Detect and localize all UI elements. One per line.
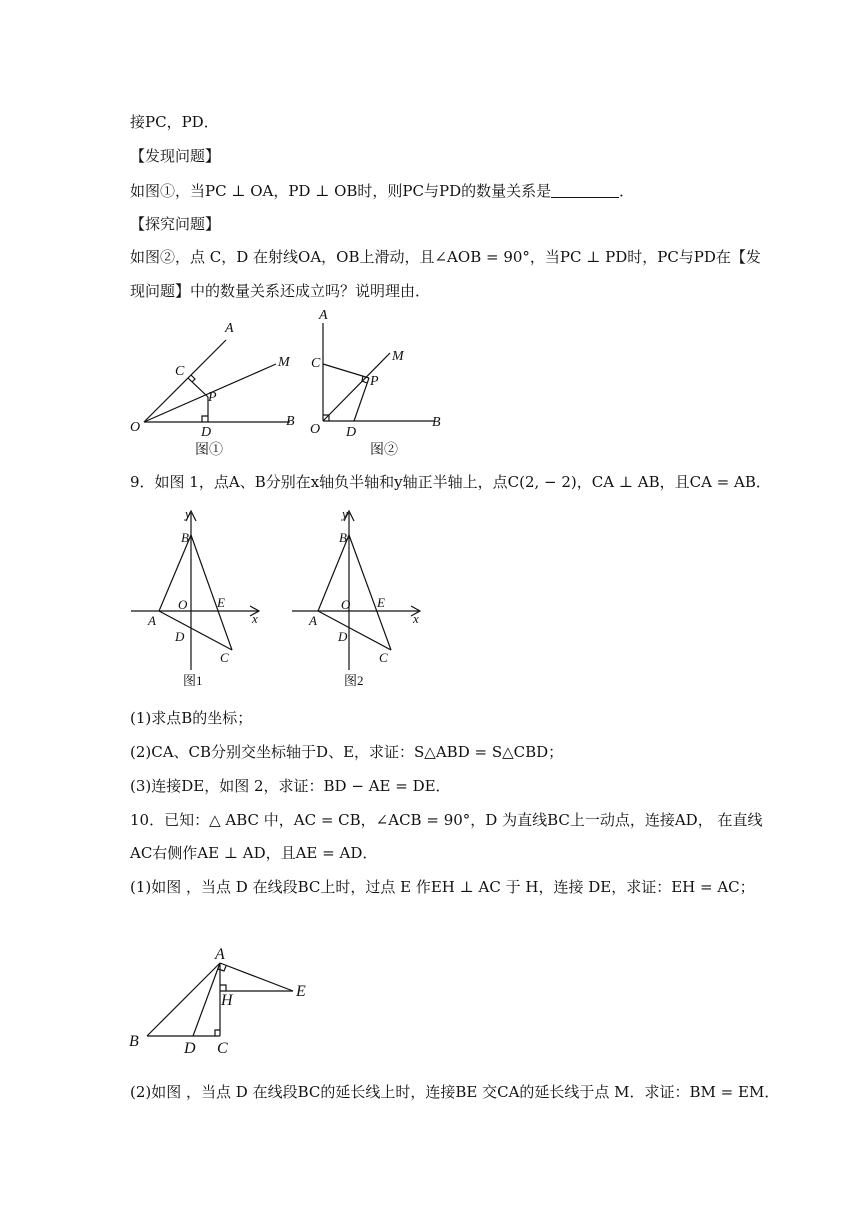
fig3-label-D: D xyxy=(175,629,185,644)
fig1-label-A: A xyxy=(225,321,234,336)
explore-text-2: 现问题】中的数量关系还成立吗？说明理由． xyxy=(130,282,431,300)
fig4-label-x: x xyxy=(413,611,419,626)
figure-4 xyxy=(289,505,429,690)
fig1-label-M: M xyxy=(278,355,290,370)
fig4-label-E: E xyxy=(377,595,385,610)
fig2-label-D: D xyxy=(346,425,357,440)
heading-find-problem: 【发现问题】 xyxy=(130,147,221,165)
fig2-label-O: O xyxy=(310,422,321,437)
question-9-part-1: (1)求点B的坐标； xyxy=(130,709,253,727)
fig5-label-E: E xyxy=(296,983,306,1000)
question-10-b: AC右侧作AE ⊥ AD，且AE = AD． xyxy=(130,844,378,862)
fig3-label-A: A xyxy=(148,613,156,628)
fig2-label-B: B xyxy=(432,415,441,430)
fig5-label-H: H xyxy=(221,992,233,1009)
fig3-label-y: y xyxy=(185,506,191,521)
fig5-label-C: C xyxy=(217,1040,228,1057)
explore-text-1: 如图②，点 C，D 在射线OA，OB上滑动，且∠AOB = 90°，当PC ⊥ PD时，PC与PD在【发 xyxy=(130,248,761,266)
fig1-caption: 图① xyxy=(195,443,223,458)
question-10-part-2: (2)如图 ，当点 D 在线段BC的延长线上时，连接BE 交CA的延长线于点 M．求证：BM = EM． xyxy=(130,1083,780,1101)
fig2-label-A: A xyxy=(319,308,328,323)
fig1-label-P: P xyxy=(208,390,217,405)
question-10-part-1: (1)如图 ，当点 D 在线段BC上时，过点 E 作EH ⊥ AC 于 H，连接 DE，求证：EH = AC； xyxy=(130,878,755,896)
fig1-label-C: C xyxy=(175,364,185,379)
fig2-caption: 图② xyxy=(370,443,398,458)
fig4-label-C: C xyxy=(379,650,388,665)
fig1-label-B: B xyxy=(286,414,295,429)
text-line-1: 接PC，PD． xyxy=(130,113,219,131)
fig5-label-D: D xyxy=(184,1040,196,1057)
question-9-part-2: (2)CA、CB分别交坐标轴于D、E，求证：S△ABD = S△CBD； xyxy=(130,743,564,761)
fig1-label-O: O xyxy=(130,420,141,435)
figure-2 xyxy=(310,305,460,458)
heading-explore-problem: 【探究问题】 xyxy=(130,215,221,233)
find-problem-text-b: ． xyxy=(619,182,635,200)
fig3-caption: 图1 xyxy=(183,673,203,688)
question-9: 9．如图 1，点A、B分别在x轴负半轴和y轴正半轴上，点C(2, − 2)，CA ⊥ AB，且CA = AB． xyxy=(130,473,771,491)
question-10: 10．已知：△ ABC 中，AC = CB，∠ACB = 90°，D 为直线BC上一动点，连接AD， 在直线 xyxy=(130,811,763,829)
fig2-label-P: P xyxy=(370,374,379,389)
fig3-label-B: B xyxy=(181,530,189,545)
fig3-label-C: C xyxy=(220,650,229,665)
figure-5 xyxy=(125,945,325,1065)
find-problem-text-a: 如图①，当PC ⊥ OA，PD ⊥ OB时，则PC与PD的数量关系是 xyxy=(130,182,552,200)
fig4-label-B: B xyxy=(339,530,347,545)
fig5-label-B: B xyxy=(129,1033,139,1050)
fig4-label-D: D xyxy=(338,629,348,644)
fig2-label-M: M xyxy=(392,349,404,364)
question-9-part-3: (3)连接DE，如图 2，求证：BD − AE = DE． xyxy=(130,777,451,795)
figure-3 xyxy=(128,505,268,690)
fig3-label-O: O xyxy=(178,597,188,612)
fig4-caption: 图2 xyxy=(344,673,364,688)
fig5-label-A: A xyxy=(215,946,225,963)
fig4-label-A: A xyxy=(309,613,317,628)
find-problem-text xyxy=(130,181,634,201)
fig4-label-O: O xyxy=(341,597,351,612)
fig1-label-D: D xyxy=(201,425,212,440)
fig2-label-C: C xyxy=(311,356,321,371)
figure-1 xyxy=(130,318,310,458)
answer-blank xyxy=(551,183,619,198)
fig3-label-E: E xyxy=(217,595,225,610)
fig4-label-y: y xyxy=(342,506,348,521)
fig3-label-x: x xyxy=(252,611,258,626)
